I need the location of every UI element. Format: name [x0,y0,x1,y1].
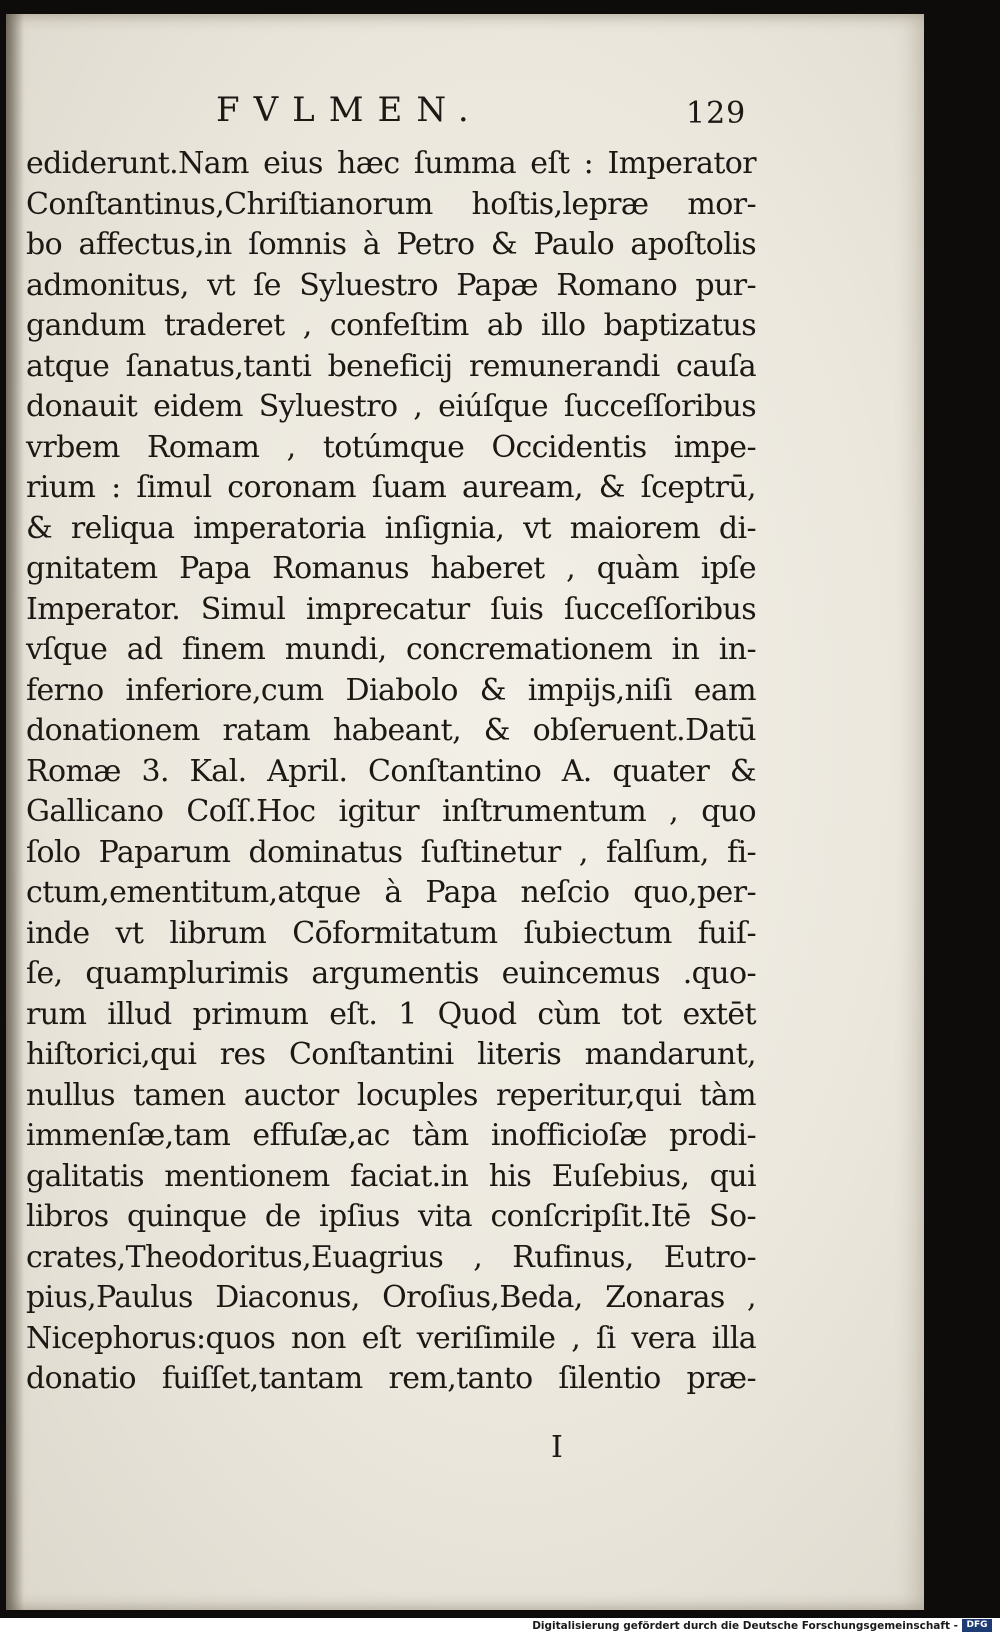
text-line: donationem ratam habeant, & obſeruent.Datū [26,713,756,748]
dfg-credit-text: Digitalisierung gefördert durch die Deutsche Forschungsgemeinschaft - [532,1620,958,1632]
text-line: ediderunt.Nam eius hæc ſumma eſt : Imperator [26,146,756,181]
text-line: ctum,ementitum,atque à Papa neſcio quo,per- [26,875,756,910]
text-line: ſe, quamplurimis argumentis euincemus .quo- [26,956,756,991]
text-line: rium : ſimul coronam ſuam auream, & ſceptrū, [26,470,756,505]
text-line: hiſtorici,qui res Conſtantini literis mandarunt, [26,1037,756,1072]
text-line: ferno inferiore,cum Diabolo & impijs,niſi eam [26,672,756,708]
text-line: & reliqua imperatoria inſignia, vt maiorem di- [26,510,756,546]
text-line: ſolo Paparum dominatus ſuſtinetur , falſum, fi- [26,834,756,870]
text-line: Nicephorus:quos non eſt veriſimile , ſi vera illa [26,1320,756,1356]
text-line: atque ſanatus,tanti beneficij remunerandi cauſa [26,348,756,384]
text-line: donauit eidem Syluestro , eiúſque ſucceſſoribus [26,389,756,424]
text-line: admonitus, vt ſe Syluestro Papæ Romano pur- [26,267,756,303]
page-number: 129 [686,96,747,131]
book-page [6,14,924,1610]
text-line: vſque ad finem mundi, concremationem in in- [26,632,756,667]
body-text [26,144,756,1400]
text-line: Imperator. Simul imprecatur ſuis ſucceſſoribus [26,591,756,627]
dfg-logo-icon: DFG [962,1619,992,1632]
page-gutter-shadow [6,14,24,1610]
text-line: galitatis mentionem faciat.in his Euſebius, qui [26,1158,756,1194]
text-line: bo affectus,in ſomnis à Petro & Paulo apoſtolis [26,227,756,262]
text-line: libros quinque de ipſius vita conſcripſit.Itē So- [26,1199,756,1234]
text-line: gnitatem Papa Romanus haberet , quàm ipſe [26,551,756,586]
text-line: gandum traderet , confeſtim ab illo baptizatus [26,308,756,343]
text-line: Conſtantinus,Chriſtianorum hoſtis,lepræ mor- [26,186,756,222]
signature-mark: I [551,1430,563,1465]
text-line: inde vt librum Cōformitatum ſubiectum fuiſ- [26,915,756,951]
text-line: vrbem Romam , totúmque Occidentis impe- [26,429,756,465]
running-head: FVLMEN. [216,90,483,130]
text-line: Romæ 3. Kal. April. Conſtantino A. quater & [26,753,756,789]
text-line: crates,Theodoritus,Euagrius , Rufinus, Eutro- [26,1239,756,1275]
text-line: pius,Paulus Diaconus, Oroſius,Beda, Zonaras , [26,1280,756,1315]
text-line: Gallicano Coſſ.Hoc igitur inſtrumentum , quo [26,794,756,829]
text-line: donatio fuiſſet,tantam rem,tanto ſilentio præ- [26,1361,756,1396]
text-line: rum illud primum eſt. 1 Quod cùm tot extēt [26,996,756,1032]
text-line: immenſæ,tam effuſæ,ac tàm inofficioſæ prodi- [26,1118,756,1153]
text-line: nullus tamen auctor locuples reperitur,qui tàm [26,1077,756,1113]
